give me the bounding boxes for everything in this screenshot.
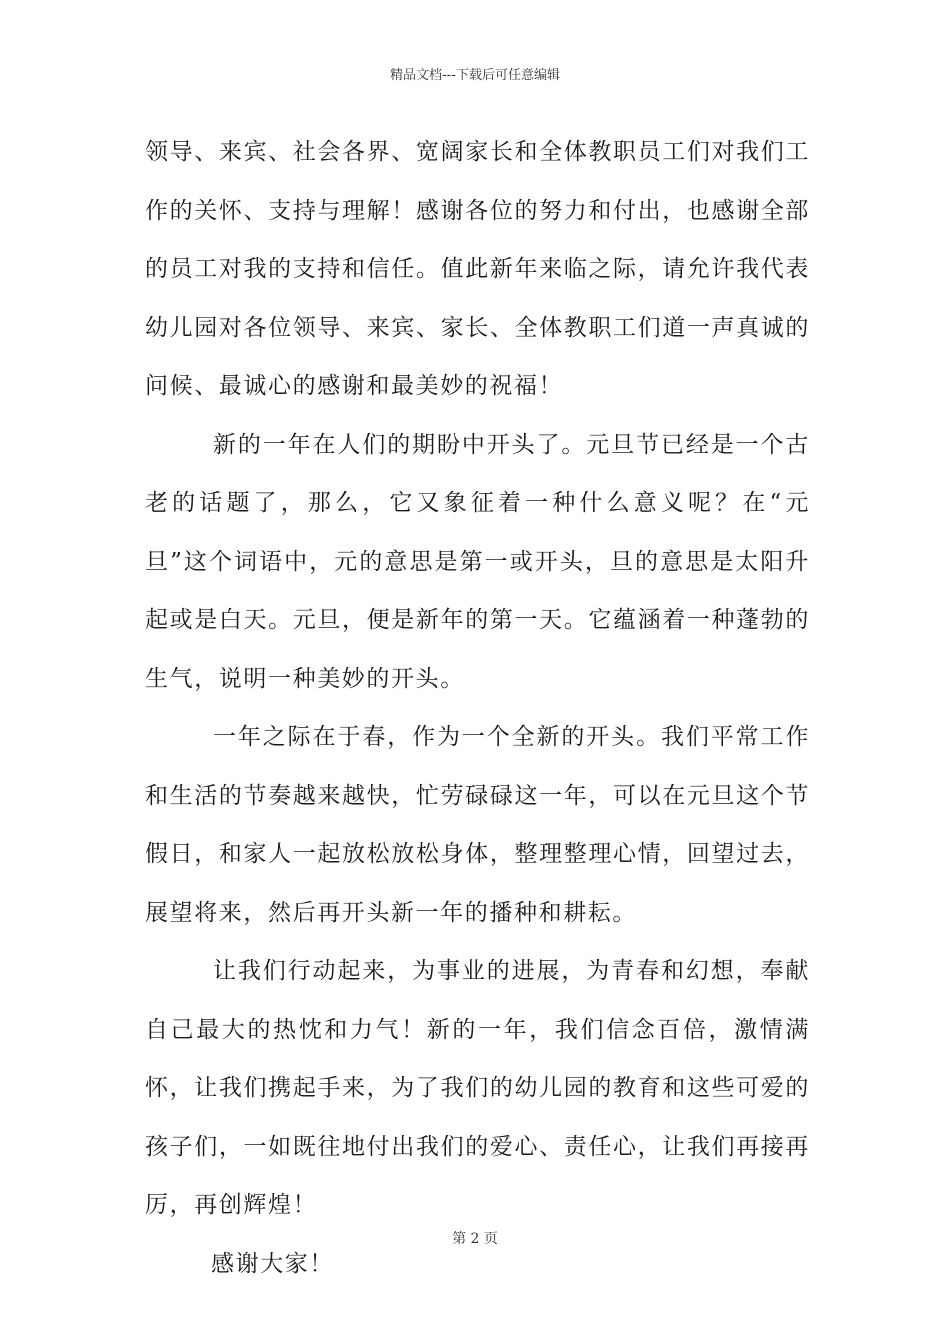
closing-line: 感谢大家！ [211, 1250, 334, 1277]
paragraph-2: 新的一年在人们的期盼中开头了。元旦节已经是一个古老的话题了，那么，它又象征着一种什么意义呢？在“元旦”这个词语中，元的意思是第一或开头，旦的意思是太阳升起或是白天。元旦，便是新年的第一天。它蕴涵着一种蓬勃的生气，说明一种美妙的开头。 [145, 431, 810, 692]
document-body [145, 123, 810, 1293]
paragraph-4: 让我们行动起来，为事业的进展，为青春和幻想，奉献自己最大的热忱和力气！新的一年，我们信念百倍，激情满怀，让我们携起手来，为了我们的幼儿园的教育和这些可爱的孩子们，一如既往地付出我们的爱心、责任心，让我们再接再厉，再创辉煌！ [145, 958, 810, 1218]
paragraph-1: 领导、来宾、社会各界、宽阔家长和全体教职员工们对我们工作的关怀、支持与理解！感谢各位的努力和付出，也感谢全部的员工对我的支持和信任。值此新年来临之际，请允许我代表幼儿园对各位领导、来宾、家长、全体教职工们道一声真诚的问候、最诚心的感谢和最美妙的祝福！ [145, 139, 810, 399]
page-number: 第 2 页 [452, 1231, 498, 1247]
page-header: 精品文档---下载后可任意编辑 [389, 68, 561, 83]
paragraph-3: 一年之际在于春，作为一个全新的开头。我们平常工作和生活的节奏越来越快，忙劳碌碌这一年，可以在元旦这个节假日，和家人一起放松放松身体，整理整理心情，回望过去，展望将来，然后再开头新一年的播种和耕耘。 [145, 724, 810, 926]
